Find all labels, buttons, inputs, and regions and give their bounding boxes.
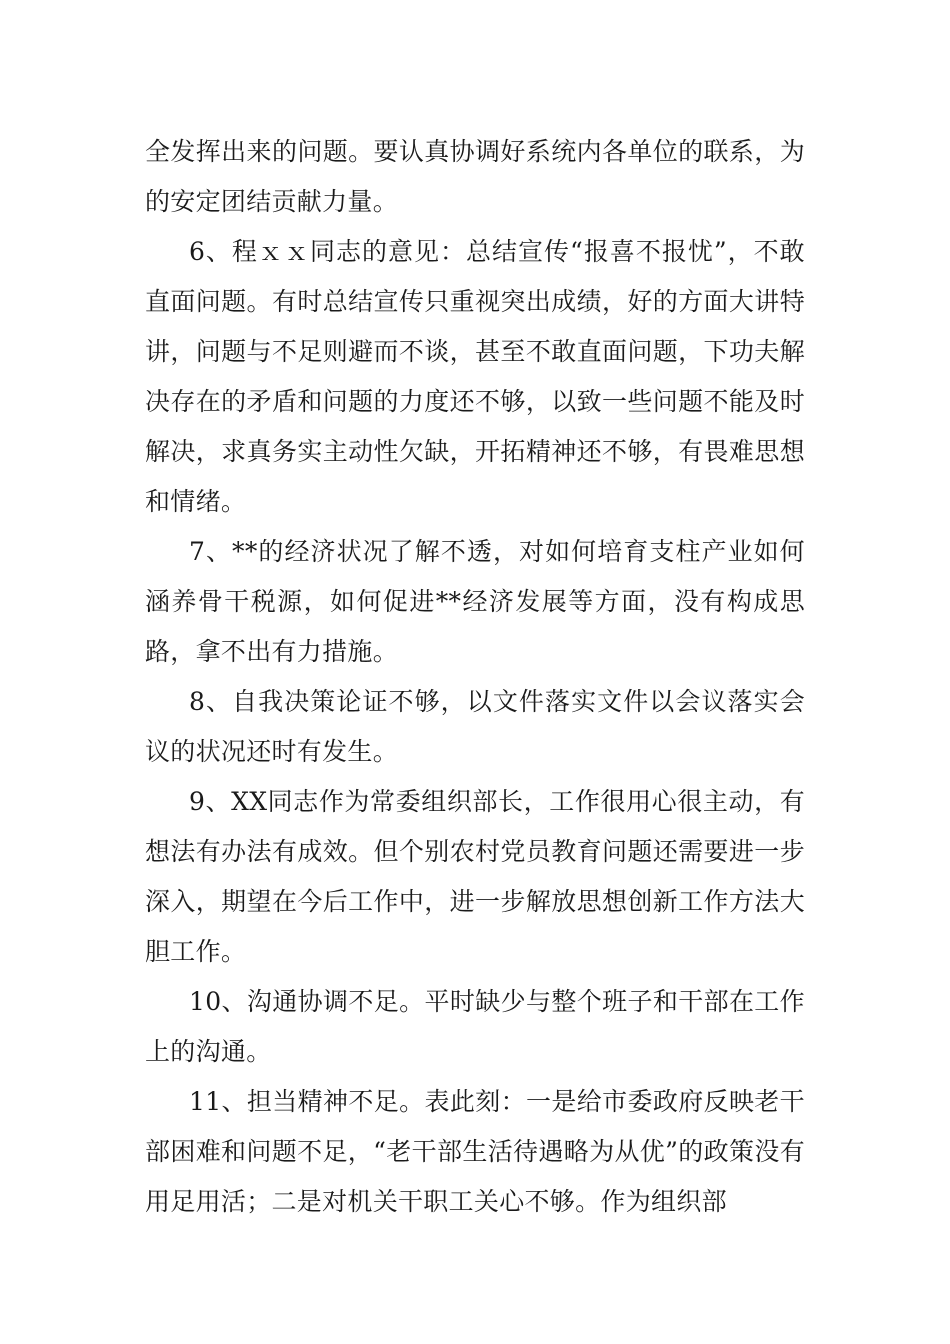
paragraph-item-6: 6、程ｘｘ同志的意见：总结宣传“报喜不报忧”，不敢直面问题。有时总结宣传只重视突出成绩，好的方面大讲特讲，问题与不足则避而不谈，甚至不敢直面问题，下功夫解决存在的矛盾和问题的力度还不够，以致一些问题不能及时解决，求真务实主动性欠缺，开拓精神还不够，有畏难思想和情绪。 xyxy=(145,237,805,516)
paragraph-item-9: 9、XX同志作为常委组织部长，工作很用心很主动，有想法有办法有成效。但个别农村党员教育问题还需要进一步深入，期望在今后工作中，进一步解放思想创新工作方法大胆工作。 xyxy=(145,787,805,966)
paragraph-item-8: 8、自我决策论证不够，以文件落实文件以会议落实会议的状况还时有发生。 xyxy=(145,687,805,766)
paragraph-continuation: 全发挥出来的问题。要认真协调好系统内各单位的联系，为的安定团结贡献力量。 xyxy=(145,137,805,216)
document-body xyxy=(145,127,805,1227)
paragraph-item-11: 11、担当精神不足。表此刻：一是给市委政府反映老干部困难和问题不足，“老干部生活待遇略为从优”的政策没有用足用活；二是对机关干职工关心不够。作为组织部 xyxy=(145,1087,805,1216)
paragraph-item-10: 10、沟通协调不足。平时缺少与整个班子和干部在工作上的沟通。 xyxy=(145,987,805,1066)
paragraph-item-7: 7、**的经济状况了解不透，对如何培育支柱产业如何涵养骨干税源，如何促进**经济发展等方面，没有构成思路，拿不出有力措施。 xyxy=(145,537,805,666)
